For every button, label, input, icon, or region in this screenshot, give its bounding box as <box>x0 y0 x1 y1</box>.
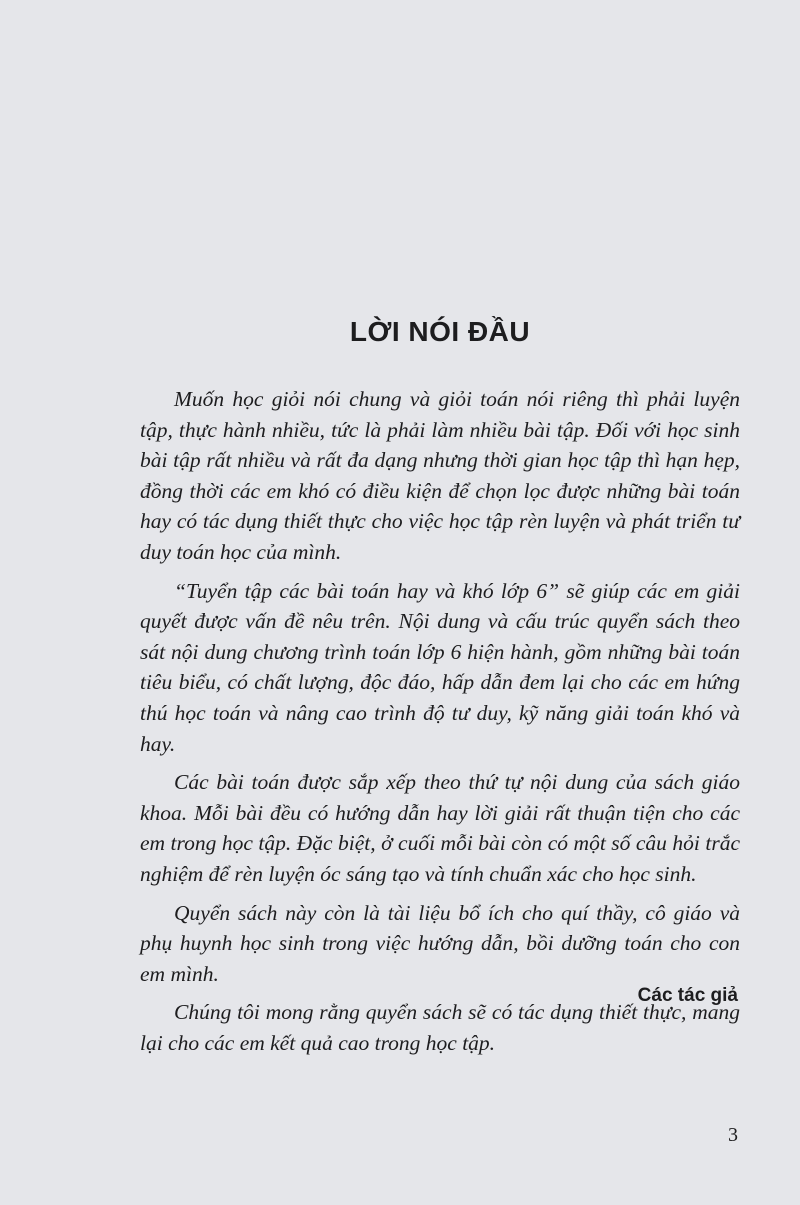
paragraph-5: Chúng tôi mong rằng quyển sách sẽ có tác dụng thiết thực, mang lại cho các em kết quả cao trong học tập. <box>140 1000 740 1055</box>
authors-signature: Các tác giả <box>637 985 738 1006</box>
paragraph-4: Quyển sách này còn là tài liệu bổ ích cho quí thầy, cô giáo và phụ huynh học sinh trong việc hướng dẫn, bồi dưỡng toán cho con em mình. <box>140 900 740 986</box>
page-title: LỜI NÓI ĐẦU <box>349 316 531 347</box>
paragraph-1: Muốn học giỏi nói chung và giỏi toán nói riêng thì phải luyện tập, thực hành nhiều, tức là phải làm nhiều bài tập. Đối với học sinh bài tập rất nhiều và rất đa dạng nhưng thời gian học tập thì hạn hẹp, đồng thời các em khó có điều kiện để chọn lọc được những bài toán hay có tác dụng thiết thực cho việc học tập rèn luyện và phát triển tư duy toán học của mình. <box>140 387 740 564</box>
paragraph-3: Các bài toán được sắp xếp theo thứ tự nội dung của sách giáo khoa. Mỗi bài đều có hướng dẫn hay lời giải rất thuận tiện cho các em trong học tập. Đặc biệt, ở cuối mỗi bài còn có một số câu hỏi trắc nghiệm để rèn luyện óc sáng tạo và tính chuẩn xác cho học sinh. <box>140 770 740 886</box>
paragraph-2: “Tuyển tập các bài toán hay và khó lớp 6” sẽ giúp các em giải quyết được vấn đề nêu trên. Nội dung và cấu trúc quyển sách theo sát nội dung chương trình toán lớp 6 hiện hành, gồm những bài toán tiêu biểu, có chất lượng, độc đáo, hấp dẫn đem lại cho các em hứng thú học toán và nâng cao trình độ tư duy, kỹ năng giải toán khó và hay. <box>140 578 740 756</box>
page-number: 3 <box>728 1124 738 1146</box>
preface-body <box>140 384 740 1066</box>
